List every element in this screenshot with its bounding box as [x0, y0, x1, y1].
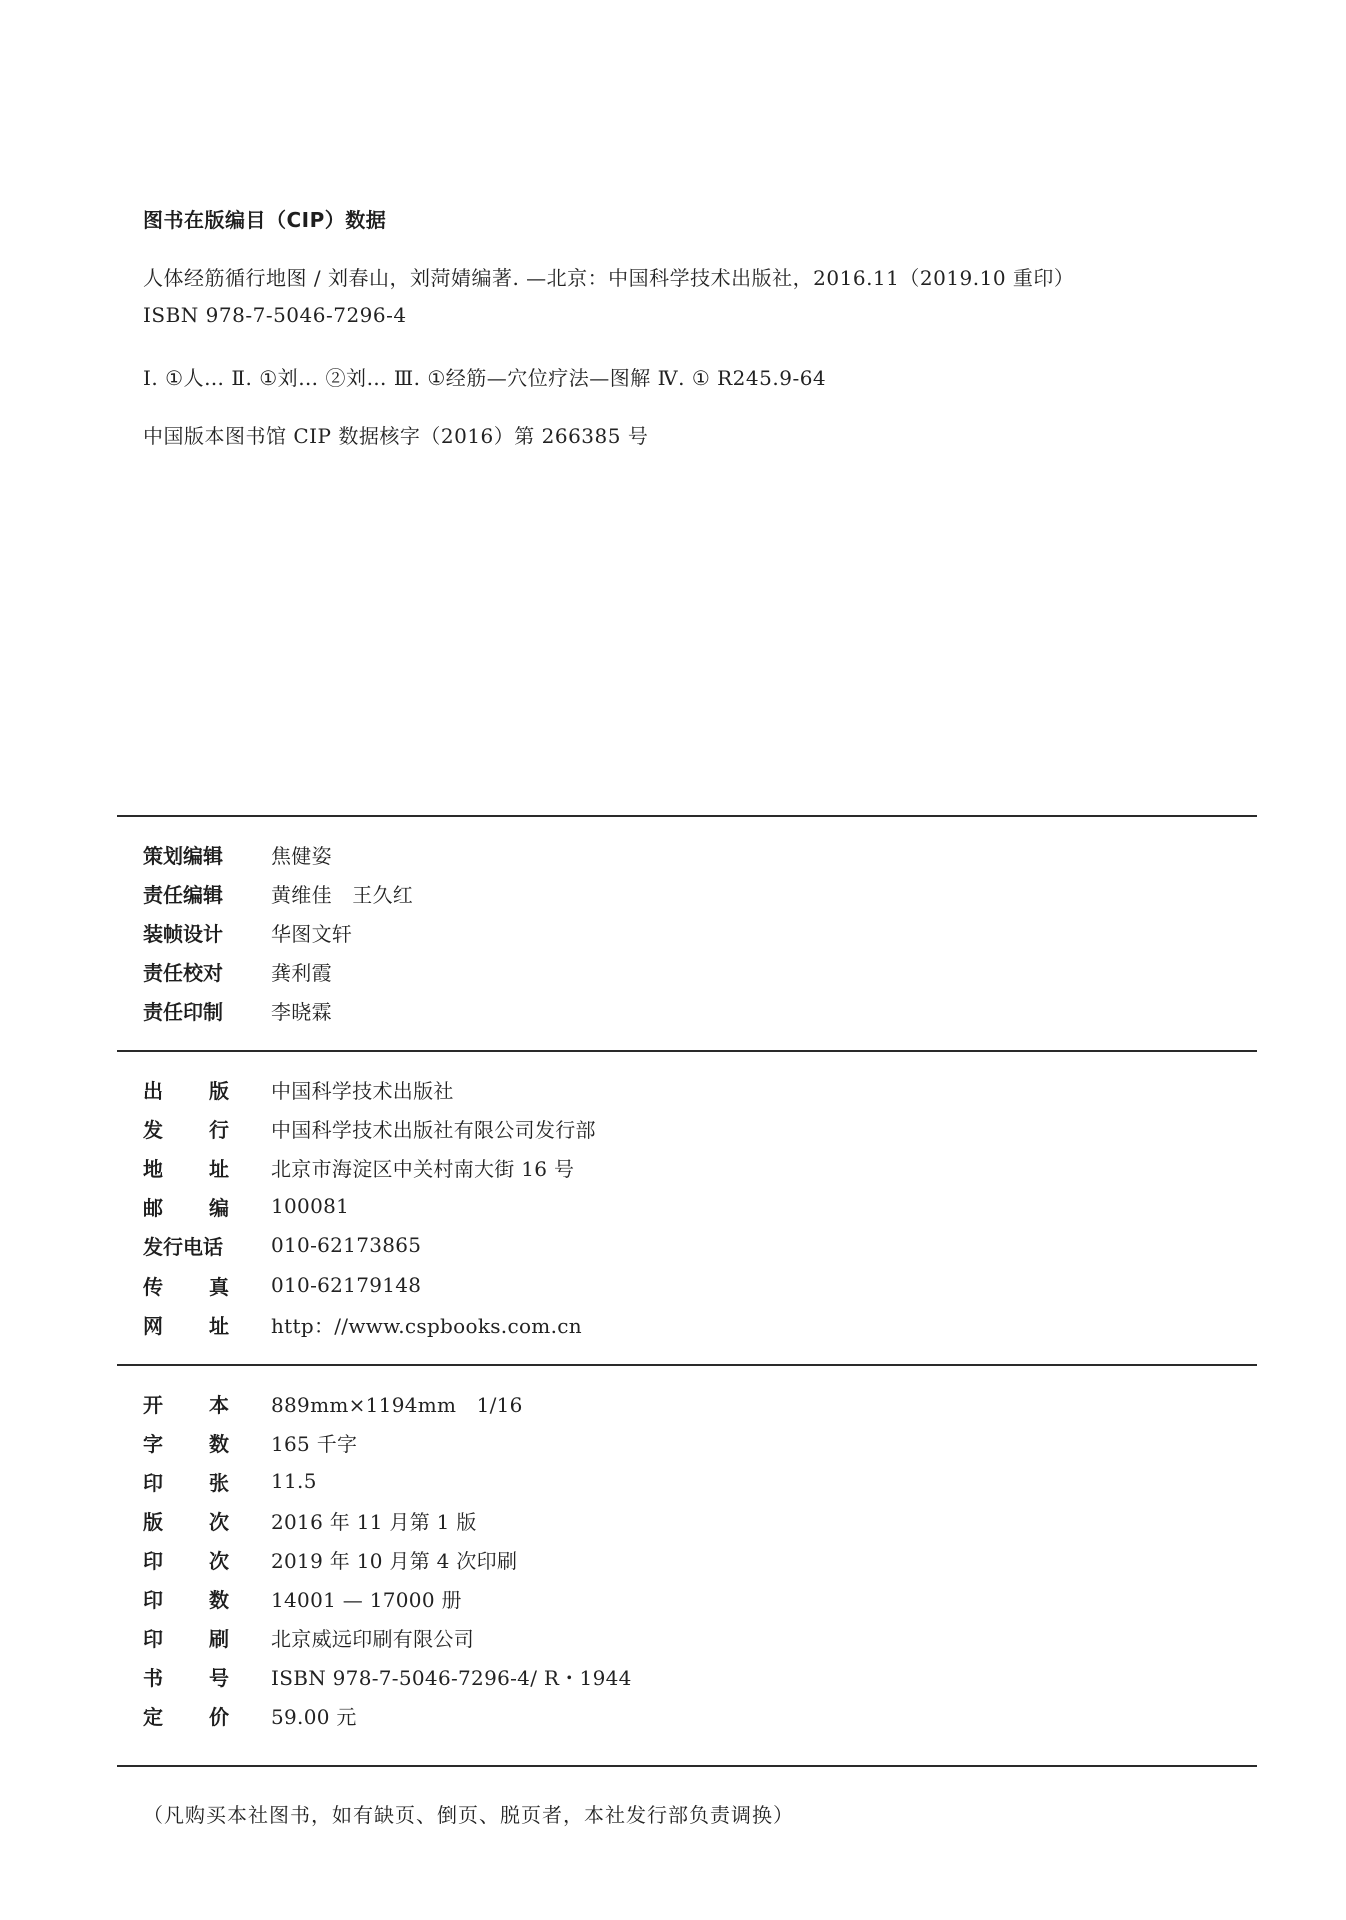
editorial-value: 龚利霞	[271, 960, 332, 985]
spec-value: 14001 — 17000 册	[271, 1587, 462, 1612]
editorial-row	[143, 878, 413, 908]
publisher-row	[143, 1230, 421, 1260]
spec-value: 2016 年 11 月第 1 版	[271, 1509, 477, 1534]
editorial-label: 责任校对	[143, 960, 223, 985]
spec-label: 书 号	[143, 1665, 229, 1690]
replacement-notice: （凡购买本社图书，如有缺页、倒页、脱页者，本社发行部负责调换）	[143, 1803, 794, 1827]
section-rule	[117, 1364, 1257, 1366]
publisher-value: 010-62179148	[271, 1273, 422, 1297]
publisher-row	[143, 1152, 574, 1182]
spec-label: 印 次	[143, 1548, 229, 1573]
publisher-row	[143, 1074, 454, 1104]
editorial-label: 责任编辑	[143, 882, 223, 907]
publisher-label: 出 版	[143, 1078, 229, 1103]
editorial-row	[143, 995, 332, 1025]
publisher-label: 网 址	[143, 1313, 229, 1338]
editorial-label: 责任印制	[143, 999, 223, 1024]
publisher-row	[143, 1309, 582, 1339]
spec-label: 版 次	[143, 1509, 229, 1534]
publisher-row	[143, 1191, 349, 1221]
editorial-value: 焦健姿	[271, 843, 332, 868]
section-rule	[117, 815, 1257, 817]
editorial-row	[143, 956, 332, 986]
publisher-label: 发 行	[143, 1117, 229, 1142]
spec-row	[143, 1466, 317, 1496]
spec-row	[143, 1700, 357, 1730]
publisher-row	[143, 1113, 596, 1143]
publisher-website: http：//www.cspbooks.com.cn	[271, 1313, 582, 1338]
editorial-row	[143, 917, 352, 947]
publisher-value: 北京市海淀区中关村南大街 16 号	[271, 1156, 575, 1181]
spec-row	[143, 1544, 517, 1574]
spec-row	[143, 1622, 474, 1652]
publisher-label: 发行电话	[143, 1234, 223, 1259]
spec-label: 印 张	[143, 1470, 229, 1495]
cip-isbn-line: ISBN 978-7-5046-7296-4	[143, 303, 407, 327]
editorial-label: 策划编辑	[143, 843, 223, 868]
editorial-value: 李晓霖	[271, 999, 332, 1024]
publisher-label: 传 真	[143, 1274, 229, 1299]
publisher-value: 中国科学技术出版社	[271, 1078, 454, 1103]
spec-label: 定 价	[143, 1704, 229, 1729]
spec-label: 开 本	[143, 1392, 229, 1417]
cip-record-line: 中国版本图书馆 CIP 数据核字（2016）第 266385 号	[143, 424, 649, 448]
editorial-value: 黄维佳 王久红	[271, 882, 414, 907]
spec-value: 北京威远印刷有限公司	[271, 1626, 474, 1651]
publisher-row	[143, 1270, 421, 1300]
spec-value: 889mm×1194mm 1/16	[271, 1392, 523, 1417]
spec-value: 165 千字	[271, 1431, 358, 1456]
spec-label: 印 数	[143, 1587, 229, 1612]
spec-row	[143, 1661, 632, 1691]
spec-label: 印 刷	[143, 1626, 229, 1651]
spec-value: 2019 年 10 月第 4 次印刷	[271, 1548, 518, 1573]
editorial-label: 装帧设计	[143, 921, 223, 946]
section-rule	[117, 1050, 1257, 1052]
section-rule	[117, 1765, 1257, 1767]
publisher-label: 地 址	[143, 1156, 229, 1181]
spec-value: 11.5	[271, 1469, 317, 1493]
spec-row	[143, 1388, 523, 1418]
spec-row	[143, 1583, 462, 1613]
publisher-value: 100081	[271, 1194, 350, 1218]
editorial-value: 华图文轩	[271, 921, 353, 946]
price-value: 59.00 元	[271, 1704, 357, 1729]
publisher-label: 邮 编	[143, 1195, 229, 1220]
cip-heading: 图书在版编目（CIP）数据	[143, 208, 387, 232]
publisher-value: 中国科学技术出版社有限公司发行部	[271, 1117, 596, 1142]
cip-title-line: 人体经筋循行地图 / 刘春山，刘菏婧编著. —北京：中国科学技术出版社，2016.11（2019.10 重印）	[143, 266, 1075, 290]
spec-row	[143, 1505, 477, 1535]
publisher-value: 010-62173865	[271, 1233, 422, 1257]
cip-classification-line: Ⅰ. ①人… Ⅱ. ①刘… ②刘… Ⅲ. ①经筋—穴位疗法—图解 Ⅳ. ① R245.9-64	[143, 366, 827, 390]
spec-value: ISBN 978-7-5046-7296-4/ R・1944	[271, 1665, 632, 1690]
editorial-row	[143, 839, 332, 869]
spec-label: 字 数	[143, 1431, 229, 1456]
spec-row	[143, 1427, 357, 1457]
